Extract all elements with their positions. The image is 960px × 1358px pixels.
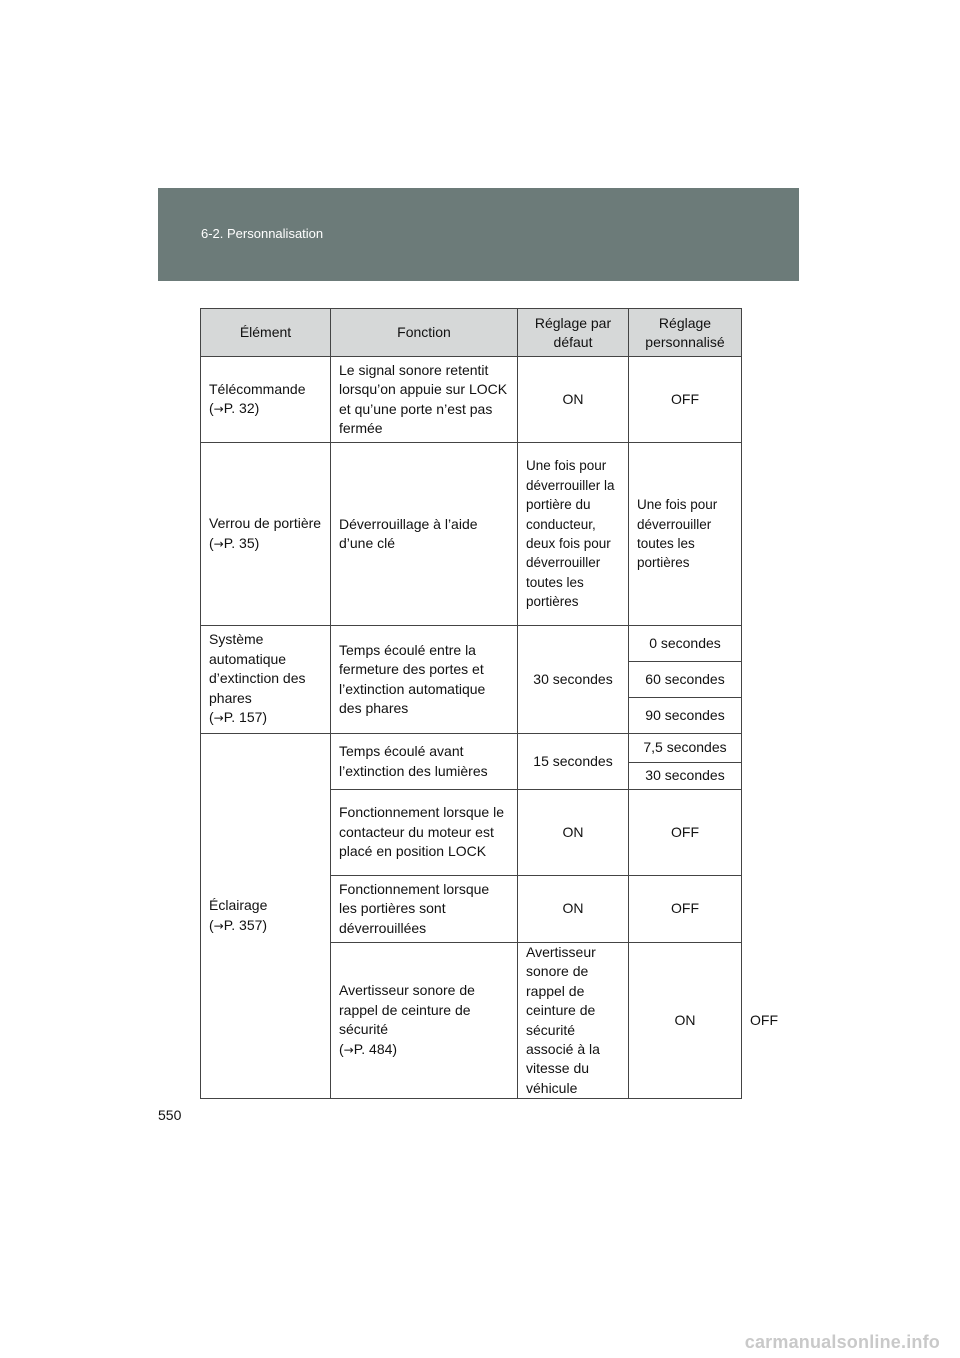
function-cell: Déverrouillage à l’aide d’une clé: [331, 443, 518, 626]
page-reference: P. 357: [223, 916, 263, 933]
table-header-row: [201, 309, 742, 357]
custom-cell: 90 secondes: [629, 698, 742, 734]
arrow-right-icon: →: [213, 918, 224, 933]
page-reference: P. 35: [223, 534, 255, 551]
column-header: Fonction: [331, 309, 518, 357]
element-cell: Éclairage (→P. 357): [201, 734, 331, 1099]
function-cell: Temps écoulé entre la fermeture des portes et l’extinction automatique des phares: [331, 626, 518, 734]
section-title: 6-2. Personnalisation: [201, 226, 324, 241]
function-cell: Fonctionnement lorsque le contacteur du moteur est placé en position LOCK: [331, 790, 518, 876]
page-number: 550: [158, 1107, 182, 1123]
default-cell: ON: [518, 876, 629, 943]
custom-cell: OFF: [629, 876, 742, 943]
element-cell: Télécommande (→P. 32): [201, 357, 331, 443]
element-cell: Avertisseur sonore de rappel de ceinture de sécurité (→P. 484): [331, 943, 518, 1099]
arrow-right-icon: →: [343, 1042, 354, 1057]
custom-cell: OFF: [629, 357, 742, 443]
page-reference: P. 32: [223, 400, 255, 416]
default-cell: 30 secondes: [518, 626, 629, 734]
custom-cell: OFF: [629, 790, 742, 876]
column-header: Élément: [201, 309, 331, 357]
function-cell: Avertisseur sonore de rappel de ceinture de sécurité associé à la vitesse du véhicule: [518, 943, 629, 1099]
watermark: carmanualsonline.info: [744, 1332, 940, 1352]
page-reference: P. 484: [353, 1040, 393, 1057]
table-row: Avertisseur sonore de rappel de ceinture de sécurité (→P. 484) Avertisseur sonore de rappel de ceinture de sécurité associé à la vitesse du véhicule ON OFF: [201, 943, 742, 1099]
column-header: Réglage par défaut: [518, 309, 629, 357]
function-cell: Le signal sonore retentit lorsqu’on appuie sur LOCK et qu’une porte n’est pas fermée: [331, 357, 518, 443]
custom-cell: Une fois pour déverrouiller toutes les portières: [629, 443, 742, 626]
table-row: [201, 626, 742, 662]
column-header: Réglage personnalisé: [629, 309, 742, 357]
arrow-right-icon: →: [213, 711, 224, 726]
arrow-right-icon: →: [213, 402, 224, 416]
custom-cell: 60 secondes: [629, 662, 742, 698]
default-cell: 15 secondes: [518, 734, 629, 790]
custom-cell: 7,5 secondes: [629, 734, 742, 763]
section-header: [158, 188, 799, 281]
custom-cell: 30 secondes: [629, 763, 742, 790]
element-cell: Verrou de portière (→P. 35): [201, 443, 331, 626]
page-reference: P. 157: [223, 709, 263, 726]
arrow-right-icon: →: [213, 536, 224, 551]
function-cell: Temps écoulé avant l’extinction des lumières: [331, 734, 518, 790]
customization-table: [200, 308, 778, 1099]
default-cell: ON: [518, 357, 629, 443]
default-cell: Une fois pour déverrouiller la portière du conducteur, deux fois pour déverrouiller toutes les portières: [518, 443, 629, 626]
default-cell: ON: [629, 943, 742, 1099]
element-cell: Système automatique d’extinction des phares (→P. 157): [201, 626, 331, 734]
default-cell: ON: [518, 790, 629, 876]
table-row: [201, 443, 742, 626]
custom-cell: 0 secondes: [629, 626, 742, 662]
table-row: [201, 734, 742, 763]
function-cell: Fonctionnement lorsque les portières sont déverrouillées: [331, 876, 518, 943]
table-row: [201, 357, 742, 443]
